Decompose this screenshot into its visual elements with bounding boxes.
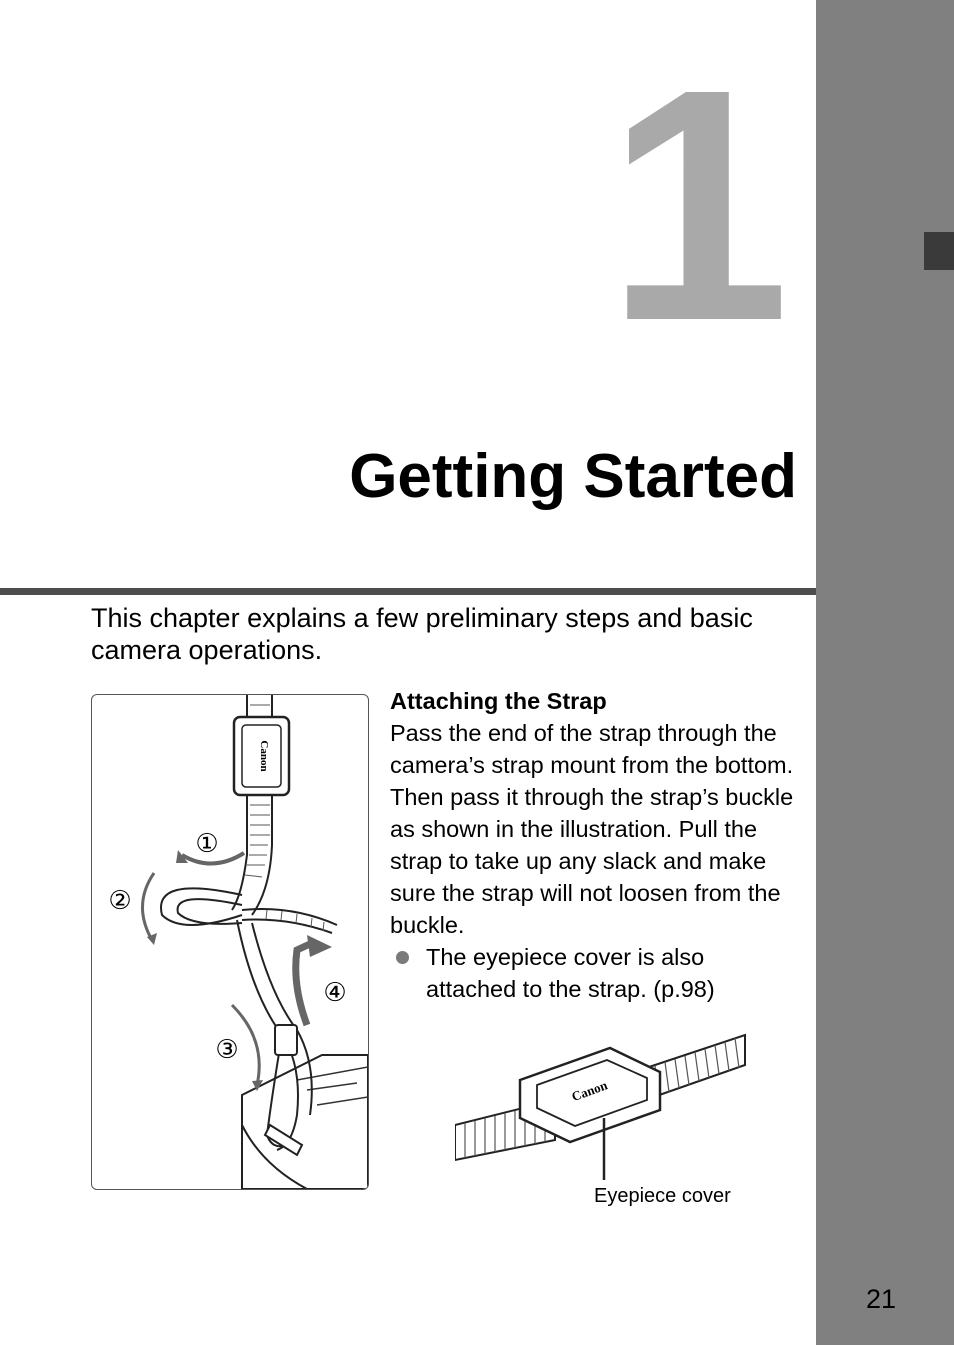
eyepiece-cover-illustration <box>455 1030 755 1180</box>
sidebar-band <box>816 0 954 1345</box>
chapter-tab-marker <box>924 232 954 270</box>
step-label-4: ④ <box>323 978 347 1008</box>
step-label-1: ① <box>195 829 219 859</box>
chapter-intro: This chapter explains a few preliminary steps and basic camera operations. <box>91 603 753 665</box>
page-number: 21 <box>866 1284 897 1314</box>
section-body: Pass the end of the strap through the camera’s strap mount from the bottom. Then pass it through the strap’s buckle as shown in the illustration. Pull the strap to take up any slack and make sure the strap will not loosen from the buckle. <box>390 720 794 938</box>
step-label-3: ③ <box>215 1035 239 1065</box>
chapter-title: Getting Started <box>349 442 797 511</box>
strap-attachment-illustration <box>91 694 369 1190</box>
bullet-item <box>390 941 800 1005</box>
section-title: Attaching the Strap <box>390 688 607 714</box>
eyepiece-cover-label: Eyepiece cover <box>594 1185 731 1207</box>
buckle-brand-text: Canon <box>258 740 270 772</box>
bullet-text: The eyepiece cover is also attached to the strap. (p.98) <box>426 944 715 1002</box>
chapter-number: 1 <box>606 20 790 389</box>
bullet-dot-icon <box>396 951 409 964</box>
eyepiece-brand-text: Canon <box>569 1077 610 1105</box>
chapter-divider <box>0 588 816 595</box>
step-label-2: ② <box>108 886 132 916</box>
strap-instructions <box>390 685 800 1005</box>
